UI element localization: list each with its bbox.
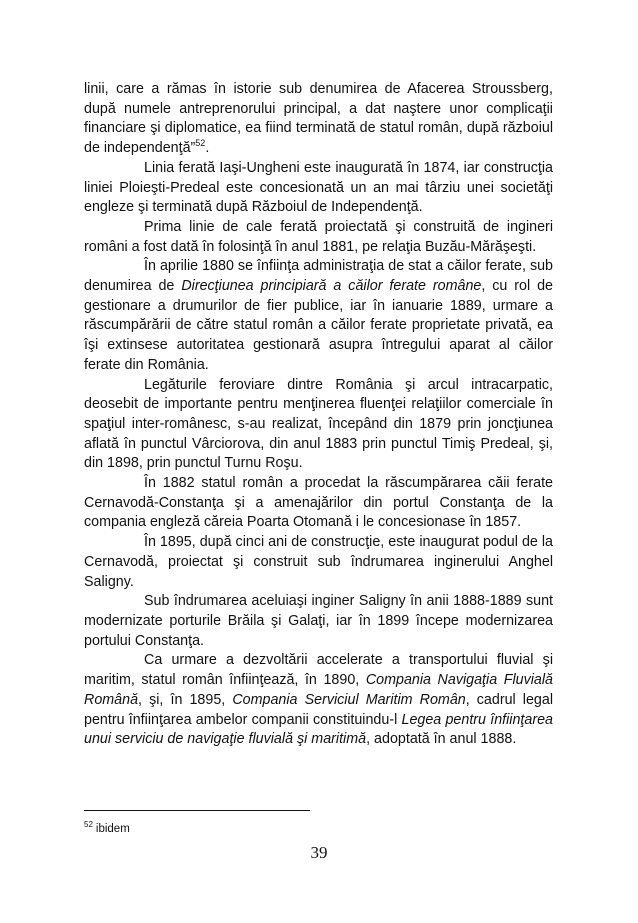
text-run: , şi, în 1895, — [138, 691, 233, 708]
footnote-mark: 52 — [84, 820, 93, 829]
italic-text: Direcţiunea principiară a căilor ferate române — [181, 278, 482, 295]
footnote-text: ibidem — [95, 822, 130, 835]
body-text — [84, 80, 553, 750]
text-run: În 1882 statul român a procedat la răscumpărarea căii ferate Cernavodă-Constanţa şi a amenajărilor din portul Constanţa de la compania engleză căreia Poarta Otomană i le concesionase în 1857. — [84, 475, 553, 531]
italic-text: Compania Navigaţia Fluvială Română — [84, 672, 553, 708]
text-run: Prima linie de cale ferată proiectată şi construită de ingineri români a fost dată în folosinţă în anul 1881, pe relaţia Buzău-Mărăşeşti. — [84, 218, 553, 255]
text-run: , cu rol de gestionare a drumurilor de fier publice, iar în ianuarie 1889, urmare a răscumpărării de către statul român a căilor ferate proprietate privată, ea îşi extinsese autoritatea gestionară asupra întregului aparat al căilor ferate din România. — [84, 278, 553, 373]
text-run: , cadrul legal pentru înfiinţarea ambelor companii constituindu-l — [84, 691, 553, 728]
paragraph — [84, 80, 553, 159]
paragraph — [84, 376, 553, 475]
paragraph — [84, 592, 553, 651]
footnote-reference: 52 — [195, 138, 206, 149]
text-run: Legăturile feroviare dintre România şi arcul intracarpatic, deosebit de importante pentru menţinerea fluenţei relaţiilor comerciale în spaţiul inter-românesc, s-au realizat, începând din 1879 prin joncţiunea aflată în punctul Vârciorova, din anul 1883 prin punctul Timiş Predeal, şi, din 1898, prin punctul Turnu Roşu. — [84, 376, 553, 472]
paragraph — [84, 218, 553, 257]
paragraph — [84, 533, 553, 592]
footnote-separator — [84, 810, 310, 811]
text-run: Ca urmare a dezvoltării accelerate a transportului fluvial şi maritim, statul român înfiinţează, în 1890, — [84, 652, 553, 689]
paragraph — [84, 257, 553, 375]
paragraph — [84, 159, 553, 218]
paragraph — [84, 474, 553, 533]
italic-text: Compania Serviciul Maritim Român — [232, 691, 466, 708]
page-number: 39 — [310, 843, 328, 862]
text-run: În aprilie 1880 se înfiinţa administraţia de stat a căilor ferate, sub denumirea de — [84, 258, 553, 295]
text-run: linii, care a rămas în istorie sub denumirea de Afacerea Stroussberg, după numele antreprenorului principal, a dat naştere unor complicaţii financiare şi diplomatice, ea fiind terminată de statul român, după războiul de independenţă” — [84, 81, 553, 157]
text-run: Sub îndrumarea aceluiaşi inginer Saligny în anii 1888-1889 sunt modernizate porturile Brăila şi Galaţi, iar în 1899 începe modernizarea portului Constanţa. — [84, 593, 553, 649]
text-run: În 1895, după cinci ani de construcţie, este inaugurat podul de la Cernavodă, proiectat şi construit sub îndrumarea inginerului Anghel Saligny. — [84, 534, 553, 590]
text-run: Linia ferată Iaşi-Ungheni este inaugurată în 1874, iar construcţia liniei Ploieşti-Predeal este concesionată un an mai târziu unei societăţi engleze şi terminată după Războiul de Independenţă. — [84, 159, 553, 216]
footnote — [84, 820, 130, 835]
text-run: . — [205, 140, 210, 157]
paragraph — [84, 651, 553, 750]
italic-text: Legea pentru înfiinţarea unui serviciu de navigaţie fluvială şi maritimă — [84, 711, 554, 748]
text-run: , adoptată în anul 1888. — [366, 731, 517, 748]
